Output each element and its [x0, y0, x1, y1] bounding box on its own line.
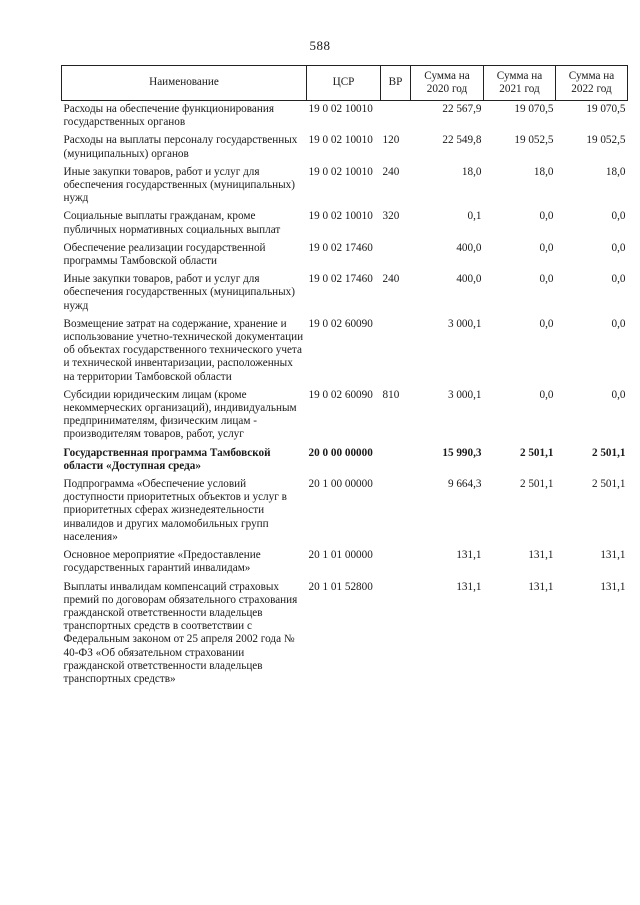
row-csr: 19 0 02 10010	[308, 165, 373, 178]
table-row	[62, 132, 628, 163]
row-name: Субсидии юридическим лицам (кроме некоммерческих организаций), индивидуальным предпринимателям, физическим лицам - производителям товаров, работ, услуг	[63, 388, 297, 441]
row-sum-2020: 400,0	[456, 273, 482, 286]
page-number: 588	[309, 38, 331, 53]
row-csr: 19 0 02 60090	[308, 388, 373, 401]
row-sum-2020: 400,0	[456, 241, 482, 254]
row-sum-2021: 131,1	[528, 580, 554, 593]
row-name: Основное мероприятие «Предоставление государственных гарантий инвалидам»	[63, 549, 261, 575]
row-sum-2021: 18,0	[533, 165, 554, 178]
row-name: Государственная программа Тамбовской области «Доступная среда»	[63, 446, 271, 472]
row-vr	[381, 476, 411, 547]
row-name: Расходы на обеспечение функционирования государственных органов	[63, 103, 274, 129]
row-csr: 19 0 02 10010	[308, 103, 373, 115]
row-sum-2020: 3 000,1	[447, 317, 482, 330]
row-vr	[381, 316, 411, 387]
budget-table	[61, 65, 628, 689]
row-sum-2022: 0,0	[611, 317, 626, 330]
row-vr	[381, 445, 411, 476]
row-csr: 20 1 01 52800	[308, 580, 373, 593]
row-sum-2021: 19 052,5	[514, 134, 554, 147]
row-name: Иные закупки товаров, работ и услуг для обеспечения государственных (муниципальных) нужд	[63, 165, 295, 205]
row-vr: 240	[382, 165, 400, 178]
table-row	[62, 240, 628, 271]
row-sum-2021: 0,0	[539, 388, 554, 401]
row-vr	[381, 101, 411, 133]
row-sum-2022: 19 052,5	[586, 134, 626, 147]
table-row	[62, 387, 628, 445]
row-sum-2021: 0,0	[539, 241, 554, 254]
row-sum-2020: 0,1	[467, 210, 482, 223]
row-csr: 19 0 02 10010	[308, 210, 373, 223]
row-sum-2021: 2 501,1	[519, 446, 554, 459]
row-vr: 120	[382, 134, 400, 147]
row-sum-2020: 18,0	[461, 165, 482, 178]
row-name: Обеспечение реализации государственной программы Тамбовской области	[63, 241, 266, 268]
row-sum-2022: 2 501,1	[591, 478, 626, 491]
row-sum-2022: 0,0	[611, 210, 626, 223]
row-sum-2021: 2 501,1	[519, 478, 554, 491]
row-vr	[381, 579, 411, 690]
row-sum-2022: 18,0	[605, 165, 626, 178]
row-sum-2022: 19 070,5	[586, 103, 626, 115]
table-row-program	[62, 445, 628, 476]
row-sum-2021: 0,0	[539, 210, 554, 223]
row-sum-2020: 131,1	[456, 580, 482, 593]
row-vr: 240	[382, 273, 400, 286]
table-row	[62, 208, 628, 239]
header-name: Наименование	[62, 66, 307, 101]
row-name: Возмещение затрат на содержание, хранение и использование учетно-технической документации об объектах государственного технического учета и технической инвентаризации, расположенных на территории Тамбовской области	[63, 317, 304, 383]
row-sum-2022: 0,0	[611, 388, 626, 401]
row-vr	[381, 547, 411, 578]
row-name: Расходы на выплаты персоналу государственных (муниципальных) органов	[63, 134, 298, 160]
row-sum-2020: 22 549,8	[442, 134, 482, 147]
table-body	[62, 101, 628, 690]
row-csr: 19 0 02 10010	[308, 134, 373, 147]
table-row	[62, 316, 628, 387]
table-row	[62, 101, 628, 133]
row-sum-2022: 131,1	[600, 549, 626, 562]
table-row	[62, 579, 628, 690]
row-sum-2021: 0,0	[539, 317, 554, 330]
table-row	[62, 271, 628, 316]
row-csr: 20 1 01 00000	[308, 549, 373, 562]
header-2020: Сумма на 2020 год	[411, 66, 484, 101]
table-row	[62, 164, 628, 209]
row-vr: 810	[382, 388, 400, 401]
row-name: Социальные выплаты гражданам, кроме публичных нормативных социальных выплат	[63, 210, 281, 236]
row-csr: 19 0 02 60090	[308, 317, 373, 330]
row-vr: 320	[382, 210, 400, 223]
header-vr: ВР	[381, 66, 411, 101]
row-csr: 19 0 02 17460	[308, 273, 373, 286]
row-sum-2020: 22 567,9	[442, 103, 482, 115]
row-sum-2020: 9 664,3	[447, 478, 482, 491]
row-sum-2022: 2 501,1	[591, 446, 626, 459]
header-csr: ЦСР	[307, 66, 381, 101]
table-row	[62, 547, 628, 578]
table-row	[62, 476, 628, 547]
row-csr: 20 1 00 00000	[308, 478, 373, 491]
row-sum-2021: 131,1	[528, 549, 554, 562]
row-sum-2021: 19 070,5	[514, 103, 554, 115]
header-2021: Сумма на 2021 год	[484, 66, 556, 101]
row-name: Иные закупки товаров, работ и услуг для обеспечения государственных (муниципальных) нужд	[63, 273, 295, 312]
row-csr: 20 0 00 00000	[308, 446, 373, 459]
row-sum-2020: 15 990,3	[442, 446, 482, 459]
row-name: Подпрограмма «Обеспечение условий доступности приоритетных объектов и услуг в приоритетных сферах жизнедеятельности инвалидов и других маломобильных групп населения»	[63, 478, 287, 543]
row-sum-2022: 0,0	[611, 241, 626, 254]
row-csr: 19 0 02 17460	[308, 241, 373, 254]
row-sum-2020: 3 000,1	[447, 388, 482, 401]
row-sum-2021: 0,0	[539, 273, 554, 286]
row-sum-2022: 131,1	[600, 580, 626, 593]
row-name: Выплаты инвалидам компенсаций страховых премий по договорам обязательного страхования гражданской ответственности владельцев транспортных средств в соответствии с Федеральным законом от 25 апреля 2002 года № 40-ФЗ «Об обязательном страховании гражданской ответственности владельцев транспортных средств»	[63, 580, 298, 685]
row-sum-2022: 0,0	[611, 273, 626, 286]
table-header	[62, 66, 628, 101]
header-2022: Сумма на 2022 год	[556, 66, 628, 101]
row-vr	[381, 240, 411, 271]
row-sum-2020: 131,1	[456, 549, 482, 562]
